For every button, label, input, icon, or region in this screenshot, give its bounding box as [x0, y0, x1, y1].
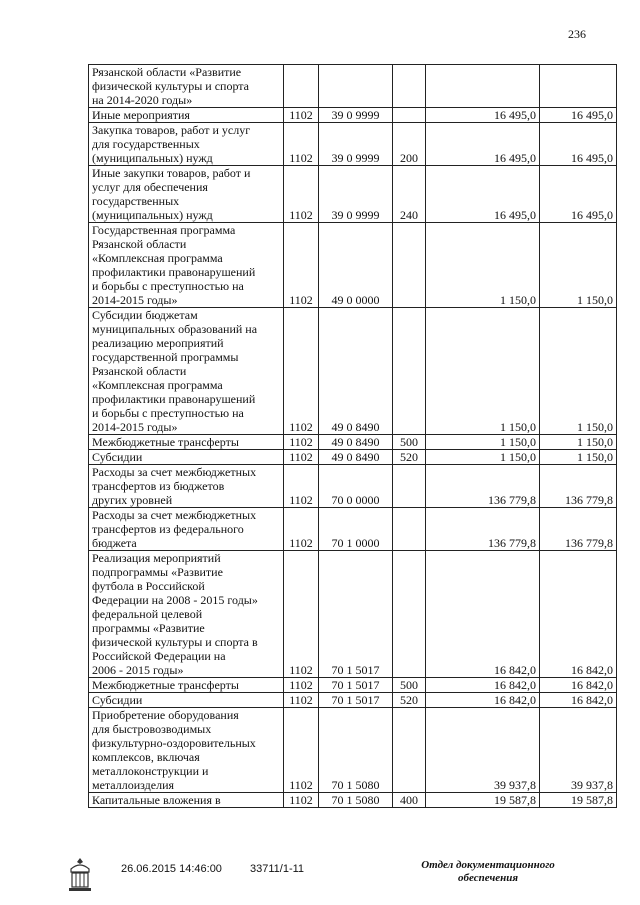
cell-type — [393, 678, 426, 693]
cell-section-text: 1102 — [289, 793, 313, 807]
cell-type — [393, 793, 426, 808]
cell-value2-text: 1 150,0 — [577, 450, 613, 464]
cell-name — [89, 166, 284, 223]
cell-article-text: 70 1 5017 — [331, 678, 380, 692]
cell-type — [393, 708, 426, 793]
cell-name-text: Расходы за счет межбюджетных трансфертов из бюджетов других уровней — [92, 465, 257, 507]
cell-article-text: 70 1 5017 — [331, 663, 380, 677]
cell-value2-text: 136 779,8 — [565, 536, 613, 550]
cell-article-text: 70 1 0000 — [331, 536, 380, 550]
cell-section-text: 1102 — [289, 678, 313, 692]
cell-type — [393, 166, 426, 223]
cell-article-text: 49 0 0000 — [331, 293, 380, 307]
cell-value2-text: 16 495,0 — [571, 108, 613, 122]
cell-section-text: 1102 — [289, 536, 313, 550]
cell-name — [89, 435, 284, 450]
cell-section-text: 1102 — [289, 108, 313, 122]
table-row — [89, 108, 617, 123]
cell-section-text: 1102 — [289, 693, 313, 707]
cell-value2 — [540, 450, 617, 465]
cell-article — [319, 793, 393, 808]
cell-section — [284, 450, 319, 465]
cell-name-text: Реализация мероприятий подпрограммы «Развитие футбола в Российской Федерации на 2008 - 2015 годы» федеральной целевой программы «Развитие физической культуры и спорта в Российской Федерации на 2006 - 2015 годы» — [92, 551, 258, 677]
cell-section — [284, 678, 319, 693]
cell-article-text: 49 0 8490 — [331, 450, 380, 464]
cell-value1 — [426, 793, 540, 808]
cell-type — [393, 450, 426, 465]
cell-name — [89, 551, 284, 678]
cell-value2 — [540, 708, 617, 793]
cell-value1-text: 136 779,8 — [488, 536, 536, 550]
cell-name-text: Субсидии — [92, 450, 143, 464]
cell-value2-text: 39 937,8 — [571, 778, 613, 792]
cell-section — [284, 435, 319, 450]
cell-value2-text: 1 150,0 — [577, 293, 613, 307]
footer-datetime: 26.06.2015 14:46:00 — [121, 863, 222, 875]
table-row — [89, 708, 617, 793]
cell-value1-text: 16 495,0 — [494, 208, 536, 222]
cell-value1 — [426, 450, 540, 465]
cell-name-text: Субсидии бюджетам муниципальных образований на реализацию мероприятий государственной программы Рязанской области «Комплексная программа профилактики правонарушений и борьбы с преступностью на 2014-2015 годы» — [92, 308, 258, 434]
cell-value1 — [426, 108, 540, 123]
cell-type-text: 200 — [400, 151, 418, 165]
cell-section-text: 1102 — [289, 450, 313, 464]
cell-value1 — [426, 508, 540, 551]
cell-type-text: 240 — [400, 208, 418, 222]
cell-value2 — [540, 678, 617, 693]
cell-article — [319, 308, 393, 435]
cell-name — [89, 693, 284, 708]
cell-type — [393, 108, 426, 123]
cell-section — [284, 793, 319, 808]
cell-value2 — [540, 693, 617, 708]
cell-name-text: Иные закупки товаров, работ и услуг для обеспечения государственных (муниципальных) нужд — [92, 166, 251, 222]
cell-value2 — [540, 435, 617, 450]
cell-name — [89, 223, 284, 308]
cell-value1 — [426, 678, 540, 693]
table-row — [89, 65, 617, 108]
cell-name — [89, 450, 284, 465]
cell-article-text: 70 1 5017 — [331, 693, 380, 707]
cell-article — [319, 708, 393, 793]
cell-section-text: 1102 — [289, 208, 313, 222]
table-row — [89, 508, 617, 551]
cell-section — [284, 65, 319, 108]
cell-value2 — [540, 508, 617, 551]
cell-type — [393, 465, 426, 508]
footer-department — [418, 859, 558, 885]
cell-type — [393, 65, 426, 108]
cell-type — [393, 693, 426, 708]
cell-name-text: Субсидии — [92, 693, 143, 707]
cell-value2-text: 16 842,0 — [571, 663, 613, 677]
cell-section — [284, 508, 319, 551]
cell-section — [284, 223, 319, 308]
cell-name — [89, 123, 284, 166]
cell-value2-text: 16 495,0 — [571, 151, 613, 165]
cell-section — [284, 693, 319, 708]
cell-article — [319, 166, 393, 223]
cell-article-text: 39 0 9999 — [331, 108, 380, 122]
cell-value2-text: 16 495,0 — [571, 208, 613, 222]
cell-name-text: Межбюджетные трансферты — [92, 435, 239, 449]
cell-name-text: Рязанской области «Развитие физической культуры и спорта на 2014-2020 годы» — [92, 65, 250, 107]
cell-article-text: 70 1 5080 — [331, 778, 380, 792]
cell-section-text: 1102 — [289, 493, 313, 507]
cell-article-text: 39 0 9999 — [331, 208, 380, 222]
cell-section-text: 1102 — [289, 778, 313, 792]
cell-section — [284, 108, 319, 123]
cell-name-text: Межбюджетные трансферты — [92, 678, 239, 692]
cell-name — [89, 465, 284, 508]
cell-section-text: 1102 — [289, 420, 313, 434]
cell-value1 — [426, 123, 540, 166]
page-number: 236 — [568, 27, 586, 41]
cell-article-text: 39 0 9999 — [331, 151, 380, 165]
cell-name-text: Иные мероприятия — [92, 108, 190, 122]
cell-section-text: 1102 — [289, 435, 313, 449]
cell-type-text: 520 — [400, 693, 418, 707]
cell-article — [319, 108, 393, 123]
emblem-icon — [65, 855, 95, 895]
cell-value1-text: 16 842,0 — [494, 663, 536, 677]
cell-article — [319, 123, 393, 166]
footer-department-line2: обеспечения — [457, 872, 518, 884]
table-row — [89, 223, 617, 308]
table-row — [89, 793, 617, 808]
cell-article — [319, 693, 393, 708]
table-row — [89, 123, 617, 166]
cell-value1 — [426, 166, 540, 223]
cell-article — [319, 465, 393, 508]
cell-type — [393, 308, 426, 435]
cell-value2-text: 16 842,0 — [571, 693, 613, 707]
cell-value2 — [540, 465, 617, 508]
cell-article — [319, 435, 393, 450]
cell-name — [89, 508, 284, 551]
cell-type-text: 520 — [400, 450, 418, 464]
cell-article — [319, 223, 393, 308]
cell-type — [393, 435, 426, 450]
cell-type-text: 500 — [400, 678, 418, 692]
cell-article — [319, 65, 393, 108]
cell-type — [393, 123, 426, 166]
budget-table — [88, 64, 617, 808]
cell-name-text: Закупка товаров, работ и услуг для государственных (муниципальных) нужд — [92, 123, 251, 165]
cell-value1 — [426, 693, 540, 708]
footer-doc-code: 33711/1-11 — [250, 863, 305, 875]
cell-name-text: Капитальные вложения в — [92, 793, 221, 807]
cell-value1-text: 16 495,0 — [494, 151, 536, 165]
cell-section — [284, 123, 319, 166]
table-row — [89, 435, 617, 450]
cell-value2-text: 1 150,0 — [577, 435, 613, 449]
cell-value1-text: 1 150,0 — [500, 450, 536, 464]
cell-value2-text: 1 150,0 — [577, 420, 613, 434]
cell-article — [319, 551, 393, 678]
cell-value2 — [540, 108, 617, 123]
cell-section — [284, 708, 319, 793]
cell-name — [89, 308, 284, 435]
cell-value2 — [540, 123, 617, 166]
table-row — [89, 308, 617, 435]
cell-value1-text: 16 842,0 — [494, 693, 536, 707]
cell-article — [319, 508, 393, 551]
cell-article — [319, 678, 393, 693]
cell-section — [284, 551, 319, 678]
cell-type — [393, 508, 426, 551]
cell-value2-text: 136 779,8 — [565, 493, 613, 507]
cell-value2 — [540, 65, 617, 108]
cell-article-text: 49 0 8490 — [331, 435, 380, 449]
cell-value2 — [540, 166, 617, 223]
cell-name — [89, 678, 284, 693]
cell-value2 — [540, 551, 617, 678]
cell-value1 — [426, 465, 540, 508]
cell-value2 — [540, 793, 617, 808]
cell-value1 — [426, 308, 540, 435]
cell-name — [89, 793, 284, 808]
cell-name — [89, 108, 284, 123]
cell-section-text: 1102 — [289, 293, 313, 307]
cell-value1-text: 1 150,0 — [500, 420, 536, 434]
cell-section — [284, 465, 319, 508]
cell-name-text: Приобретение оборудования для быстровозводимых физкультурно-оздоровительных комплексов, включая металлоконструкции и металлоизделия — [92, 708, 256, 792]
cell-section-text: 1102 — [289, 663, 313, 677]
cell-type — [393, 551, 426, 678]
cell-value1-text: 16 842,0 — [494, 678, 536, 692]
cell-value1 — [426, 223, 540, 308]
cell-section — [284, 166, 319, 223]
cell-value1-text: 1 150,0 — [500, 293, 536, 307]
cell-type-text: 500 — [400, 435, 418, 449]
cell-value2 — [540, 308, 617, 435]
cell-value1 — [426, 435, 540, 450]
cell-value1-text: 136 779,8 — [488, 493, 536, 507]
table-row — [89, 693, 617, 708]
cell-name-text: Государственная программа Рязанской области «Комплексная программа профилактики правонарушений и борьбы с преступностью на 2014-2015 годы» — [92, 223, 256, 307]
cell-value2-text: 16 842,0 — [571, 678, 613, 692]
table-row — [89, 166, 617, 223]
table-row — [89, 678, 617, 693]
table-row — [89, 465, 617, 508]
cell-type-text: 400 — [400, 793, 418, 807]
cell-value1-text: 19 587,8 — [494, 793, 536, 807]
table-row — [89, 551, 617, 678]
cell-article-text: 49 0 8490 — [331, 420, 380, 434]
cell-type — [393, 223, 426, 308]
cell-article — [319, 450, 393, 465]
cell-article-text: 70 1 5080 — [331, 793, 380, 807]
cell-value1 — [426, 65, 540, 108]
cell-value1-text: 1 150,0 — [500, 435, 536, 449]
cell-value2-text: 19 587,8 — [571, 793, 613, 807]
cell-section — [284, 308, 319, 435]
table-row — [89, 450, 617, 465]
cell-value1-text: 39 937,8 — [494, 778, 536, 792]
cell-value1 — [426, 708, 540, 793]
cell-name-text: Расходы за счет межбюджетных трансфертов из федерального бюджета — [92, 508, 257, 550]
cell-section-text: 1102 — [289, 151, 313, 165]
footer-department-line1: Отдел документационного — [421, 859, 555, 871]
cell-name — [89, 708, 284, 793]
cell-value1-text: 16 495,0 — [494, 108, 536, 122]
cell-value2 — [540, 223, 617, 308]
cell-name — [89, 65, 284, 108]
cell-article-text: 70 0 0000 — [331, 493, 380, 507]
cell-value1 — [426, 551, 540, 678]
